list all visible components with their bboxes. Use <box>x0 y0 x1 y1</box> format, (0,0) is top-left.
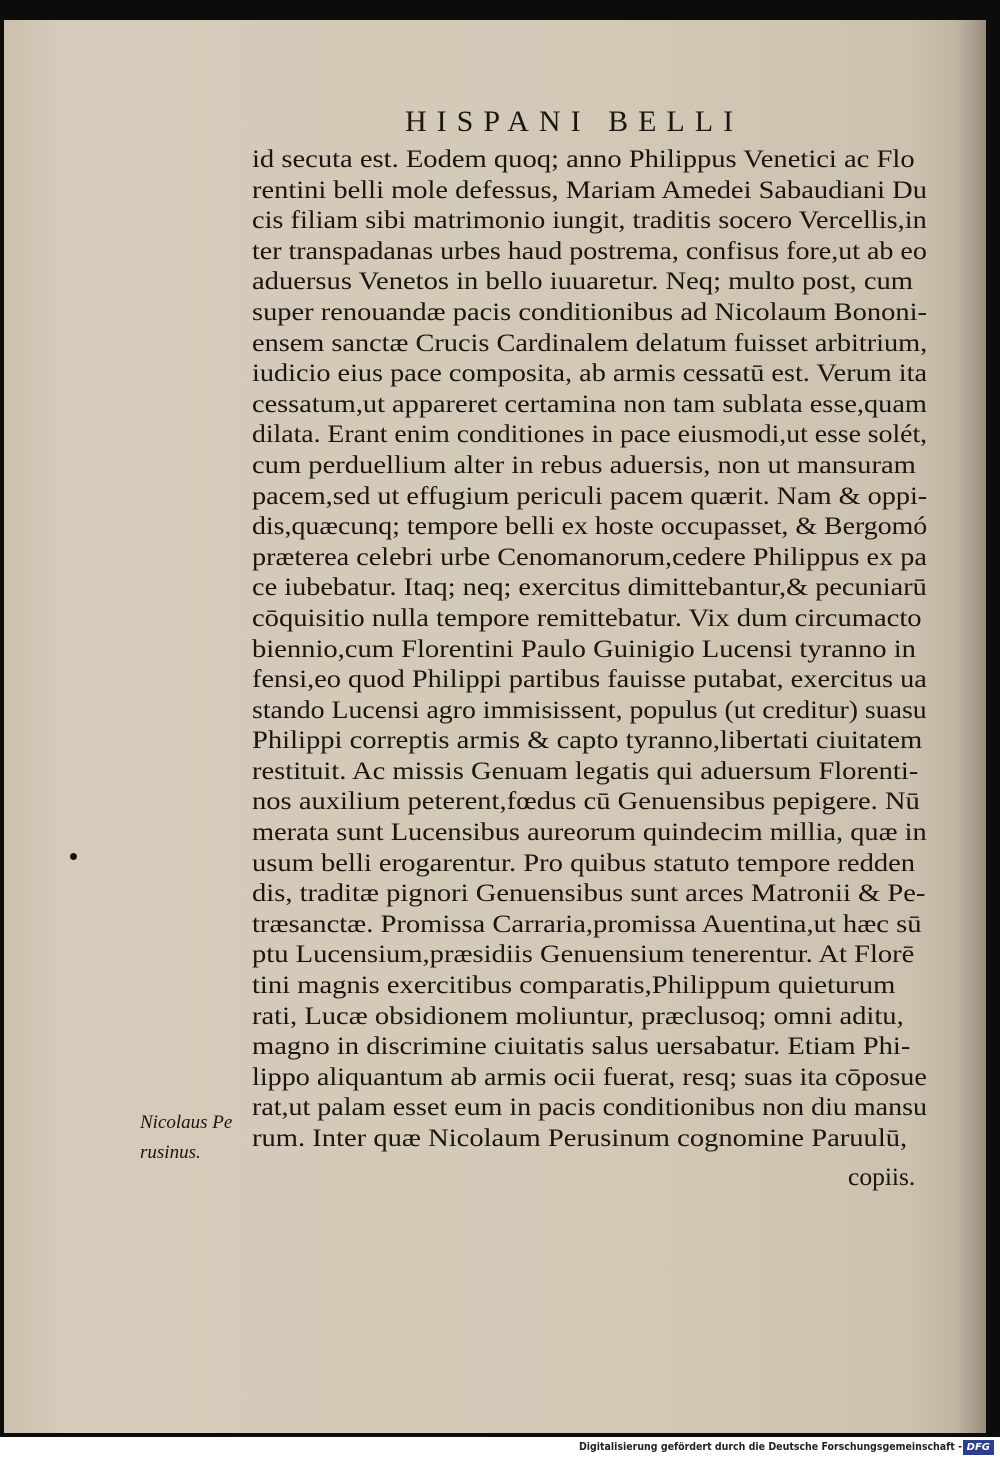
text-line: usum belli erogarentur. Pro quibus statuto tempore redden <box>252 847 916 877</box>
text-line: rati, Lucæ obsidionem moliuntur, præclusoq; omni aditu, <box>252 1000 904 1030</box>
funding-credit: Digitalisierung gefördert durch die Deutsche Forschungsgemeinschaft - <box>578 1441 962 1453</box>
text-line: super renouandæ pacis conditionibus ad Nicolaum Bononi- <box>252 296 927 326</box>
text-line: træsanctæ. Promissa Carraria,promissa Auentina,ut hæc sū <box>252 908 922 938</box>
text-line: ce iubebatur. Itaq; neq; exercitus dimittebantur,& pecuniarū <box>252 572 927 602</box>
main-text-block <box>252 144 932 1154</box>
dfg-logo: DFG <box>963 1440 994 1455</box>
text-line: biennio,cum Florentini Paulo Guinigio Lucensi tyranno in <box>252 633 916 663</box>
running-head: HISPANI BELLI <box>405 105 744 138</box>
text-line: aduersus Venetos in bello iuuaretur. Neq; multo post, cum <box>252 266 914 296</box>
text-line: præterea celebri urbe Cenomanorum,cedere Philippus ex pa <box>252 541 927 571</box>
text-line: restituit. Ac missis Genuam legatis qui aduersum Florenti- <box>252 755 919 785</box>
page-gutter-shadow <box>956 20 986 1433</box>
text-line: magno in discrimine ciuitatis salus uersabatur. Etiam Phi- <box>252 1031 911 1061</box>
text-line: pacem,sed ut effugium periculi pacem quærit. Nam & oppi- <box>252 480 928 510</box>
text-line: cōquisitio nulla tempore remittebatur. Vix dum circumacto <box>252 602 922 632</box>
text-line: cessatum,ut appareret certamina non tam sublata esse,quam <box>252 388 927 418</box>
text-line: stando Lucensi agro immisissent, populus (ut creditur) suasu <box>252 694 927 724</box>
text-line: rat,ut palam esset eum in pacis conditionibus non diu mansu <box>252 1092 927 1122</box>
catchword: copiis. <box>848 1162 916 1191</box>
text-line: dilata. Erant enim conditiones in pace eiusmodi,ut esse solét, <box>252 419 928 449</box>
text-line: tini magnis exercitibus comparatis,Philippum quieturum <box>252 970 896 1000</box>
text-line: ensem sanctæ Crucis Cardinalem delatum fuisset arbitrium, <box>252 327 928 357</box>
text-line: dis, traditæ pignori Genuensibus sunt arces Matronii & Pe- <box>252 878 926 908</box>
ink-spot <box>70 853 77 860</box>
text-line: merata sunt Lucensibus aureorum quindecim millia, quæ in <box>252 817 927 847</box>
text-line: dis,quæcunq; tempore belli ex hoste occupasset, & Bergomó <box>252 511 928 541</box>
text-line: ter transpadanas urbes haud postrema, confisus fore,ut ab eo <box>252 235 927 265</box>
text-line: fensi,eo quod Philippi partibus fauisse putabat, exercitus ua <box>252 664 927 694</box>
marginal-note-line: rusinus. <box>140 1142 201 1163</box>
marginal-note-line: Nicolaus Pe <box>140 1112 233 1133</box>
text-line: cum perduellium alter in rebus aduersis, non ut mansuram <box>252 449 916 479</box>
text-line: nos auxilium peterent,fœdus cū Genuensibus pepigere. Nū <box>252 786 920 816</box>
text-line: lippo aliquantum ab armis ocii fuerat, resq; suas ita cōposue <box>252 1061 927 1091</box>
text-line: Philippi correptis armis & capto tyranno,libertati ciuitatem <box>252 725 923 755</box>
marginal-note <box>140 1108 232 1168</box>
text-line: iudicio eius pace composita, ab armis cessatū est. Verum ita <box>252 358 928 388</box>
text-line: rum. Inter quæ Nicolaum Perusinum cognomine Paruulū, <box>252 1123 908 1152</box>
text-line: rentini belli mole defessus, Mariam Amedei Sabaudiani Du <box>252 174 927 204</box>
text-line: cis filiam sibi matrimonio iungit, traditis socero Vercellis,in <box>252 205 927 235</box>
text-line: ptu Lucensium,præsidiis Genuensium tenerentur. At Florē <box>252 939 915 969</box>
text-line: id secuta est. Eodem quoq; anno Philippus Venetici ac Flo <box>252 144 915 173</box>
